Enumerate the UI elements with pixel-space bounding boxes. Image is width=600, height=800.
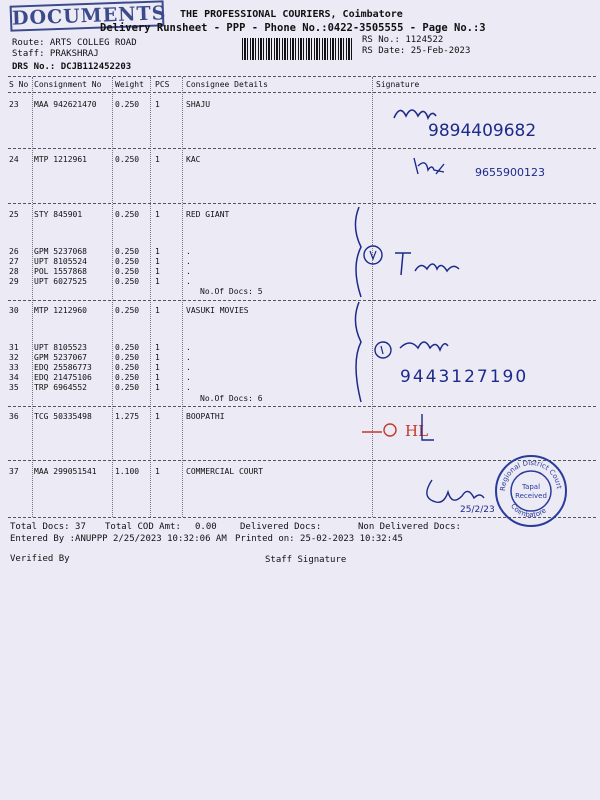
docs-count-note: No.Of Docs: 5	[200, 287, 263, 296]
company-name: THE PROFESSIONAL COURIERS, Coimbatore	[180, 9, 403, 20]
staff-signature: Staff Signature	[265, 555, 347, 565]
signature-initials: HL	[405, 422, 429, 440]
col-weight: Weight	[115, 80, 144, 89]
signature-2	[410, 152, 590, 186]
col-signature: Signature	[376, 80, 420, 89]
column-line	[150, 77, 151, 517]
table-row: 31 UPT 8105523 0.250 1 .	[9, 343, 191, 352]
svg-text:Coimbatore: Coimbatore	[509, 502, 548, 520]
table-row: 37 MAA 299051541 1.100 1 COMMERCIAL COURT	[9, 467, 264, 476]
table-row: 23 MAA 942621470 0.250 1 SHAJU	[9, 100, 211, 109]
rs-number: RS No.: 1124522	[362, 35, 444, 45]
verified-by: Verified By	[10, 554, 70, 564]
col-consignee: Consignee Details	[186, 80, 268, 89]
col-consignment: Consignment No	[34, 80, 102, 89]
total-cod-value: 0.00	[195, 522, 217, 532]
divider	[8, 76, 596, 77]
signature-bracket-4	[345, 300, 585, 410]
divider	[8, 203, 596, 204]
table-row: 36 TCG 50335498 1.275 1 BOOPATHI	[9, 412, 225, 421]
table-row: 30 MTP 1212960 0.250 1 VASUKI MOVIES	[9, 306, 249, 315]
svg-text:Tapal: Tapal	[521, 483, 541, 491]
table-row: 27 UPT 8105524 0.250 1 .	[9, 257, 191, 266]
signature-phone: 9655900123	[475, 166, 545, 179]
table-row: 35 TRP 6964552 0.250 1 .	[9, 383, 191, 392]
docs-count-note: No.Of Docs: 6	[200, 394, 263, 403]
divider	[8, 148, 596, 149]
divider	[8, 92, 596, 93]
total-docs: Total Docs: 37	[10, 522, 86, 532]
court-seal	[493, 453, 569, 529]
barcode	[242, 38, 354, 60]
documents-stamp: DOCUMENTS	[10, 0, 165, 31]
rs-date: RS Date: 25-Feb-2023	[362, 46, 471, 56]
table-row: 26 GPM 5237068 0.250 1 .	[9, 247, 191, 256]
table-row: 25 STY 845901 0.250 1 RED GIANT	[9, 210, 230, 219]
signature-phone: 9443127190	[400, 367, 529, 387]
non-delivered-docs: Non Delivered Docs:	[358, 522, 461, 532]
printed-on: Printed on: 25-02-2023 10:32:45	[235, 534, 403, 544]
route-label: Route: ARTS COLLEG ROAD	[12, 38, 137, 48]
table-row: 34 EDQ 21475106 0.250 1 .	[9, 373, 191, 382]
table-row: 32 GPM 5237067 0.250 1 .	[9, 353, 191, 362]
svg-text:Received: Received	[515, 492, 547, 500]
column-line	[182, 77, 183, 517]
signature-5	[360, 410, 480, 446]
seal-date: 25/2/23	[460, 505, 495, 515]
col-sno: S No	[9, 80, 29, 89]
drs-number: DRS No.: DCJB112452203	[12, 62, 132, 72]
runsheet-title: Delivery Runsheet - PPP - Phone No.:0422-3505555 - Page No.:3	[100, 22, 486, 34]
column-line	[32, 77, 33, 517]
signature-1	[390, 98, 590, 148]
col-pcs: PCS	[155, 80, 170, 89]
table-row: 28 POL 1557868 0.250 1 .	[9, 267, 191, 276]
table-row: 24 MTP 1212961 0.250 1 KAC	[9, 155, 201, 164]
table-row: 29 UPT 6027525 0.250 1 .	[9, 277, 191, 286]
column-line	[112, 77, 113, 517]
signature-phone: 9894409682	[428, 121, 537, 141]
table-row: 33 EDQ 25586773 0.250 1 .	[9, 363, 191, 372]
svg-text:Regional District Court: Regional District Court	[498, 458, 563, 492]
column-headers	[0, 80, 600, 91]
signature-bracket-3	[345, 205, 525, 300]
staff-label: Staff: PRAKSHRAJ	[12, 49, 99, 59]
delivered-docs: Delivered Docs:	[240, 522, 322, 532]
entered-by: Entered By :ANUPPP 2/25/2023 10:32:06 AM	[10, 534, 227, 544]
total-cod-label: Total COD Amt:	[105, 522, 181, 532]
